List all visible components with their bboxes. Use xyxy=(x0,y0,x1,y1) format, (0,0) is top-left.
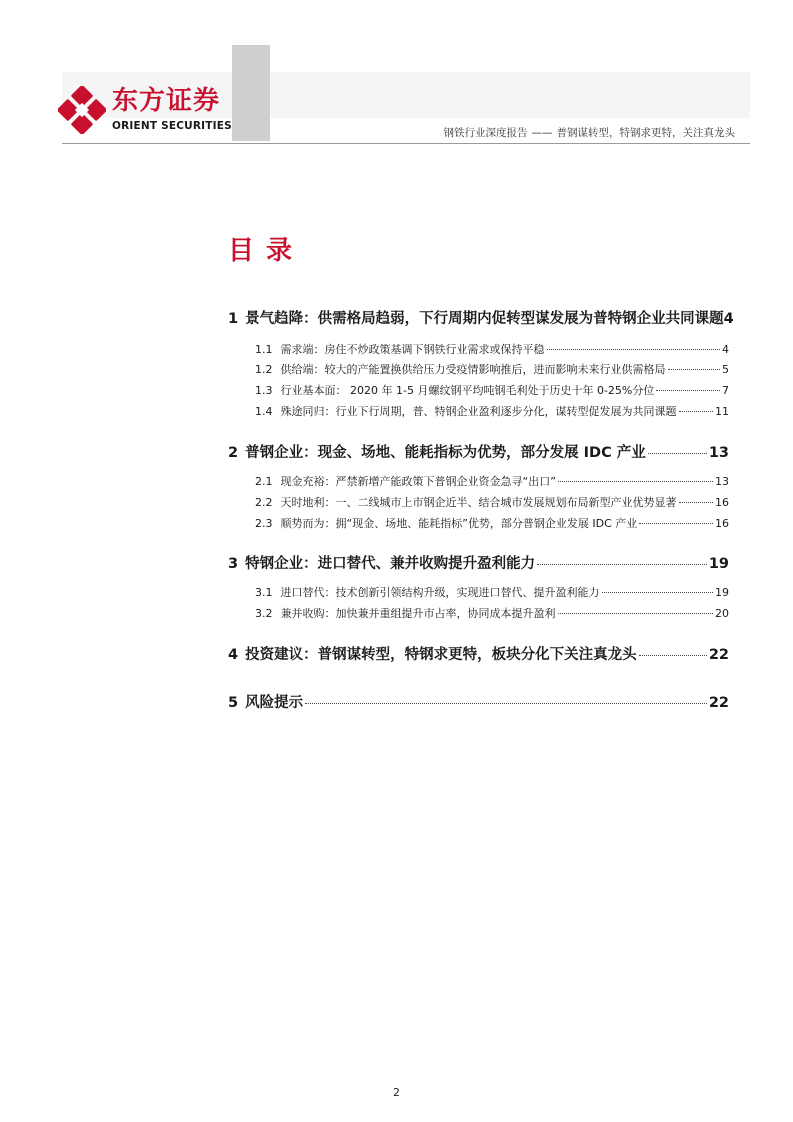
toc-entry-2[interactable] xyxy=(228,441,729,462)
toc-entry-2-2[interactable] xyxy=(255,494,729,510)
toc-entry-3-2[interactable] xyxy=(255,605,729,621)
toc-entry-1-2[interactable] xyxy=(255,361,729,377)
toc-dot-leader xyxy=(656,390,720,391)
toc-entry-title: 兼并收购：加快兼并重组提升市占率，协同成本提升盈利 xyxy=(280,607,556,620)
toc-dot-leader xyxy=(639,523,713,524)
toc-entry-title: 进口替代：技术创新引领结构升级，实现进口替代、提升盈利能力 xyxy=(280,586,600,599)
report-type: 钢铁行业深度报告 xyxy=(443,127,528,139)
toc-entry-title: 投资建议：普钢谋转型，特钢求更特，板块分化下关注真龙头 xyxy=(245,647,637,663)
orient-securities-logo-icon xyxy=(58,86,106,134)
toc-entry-page: 7 xyxy=(722,384,729,397)
toc-entry-title: 行业基本面： 2020 年 1-5 月螺纹钢平均吨钢毛利处于历史十年 0-25%分位 xyxy=(280,384,655,397)
toc-entry-page: 19 xyxy=(708,556,729,572)
toc-dot-leader xyxy=(547,349,721,350)
toc-entry-number: 2.2 xyxy=(255,496,273,509)
toc-entry-page: 22 xyxy=(708,647,729,663)
toc-entry-number: 2 xyxy=(228,445,239,461)
brand-name-en: ORIENT SECURITIES xyxy=(112,120,232,132)
report-title: 普钢谋转型，特钢求更特，关注真龙头 xyxy=(556,127,735,139)
toc-entry-title: 殊途同归：行业下行周期，普、特钢企业盈利逐步分化，谋转型促发展为共同课题 xyxy=(280,405,677,418)
toc-entry-number: 2.1 xyxy=(255,475,273,488)
toc-entry-number: 1.1 xyxy=(255,343,273,356)
toc-entry-number: 1.3 xyxy=(255,384,273,397)
toc-entry-page: 4 xyxy=(723,311,734,327)
toc-dot-leader xyxy=(602,592,714,593)
toc-entry-3[interactable] xyxy=(228,552,729,573)
header-rule xyxy=(62,143,750,144)
toc-dot-leader xyxy=(648,453,707,454)
toc-entry-page: 5 xyxy=(722,363,729,376)
toc-entry-2-3[interactable] xyxy=(255,515,729,531)
toc-entry-title: 现金充裕：严禁新增产能政策下普钢企业资金急寻“出口” xyxy=(280,475,556,488)
toc-entry-title: 天时地利：一、二线城市上市钢企近半、结合城市发展规划布局新型产业优势显著 xyxy=(280,496,677,509)
toc-entry-page: 16 xyxy=(715,496,729,509)
toc-entry-3-1[interactable] xyxy=(255,584,729,600)
toc-entry-title: 景气趋降：供需格局趋弱，下行周期内促转型谋发展为普特钢企业共同课题 xyxy=(245,311,724,327)
toc-entry-number: 2.3 xyxy=(255,517,273,530)
report-header xyxy=(444,125,736,140)
toc-dot-leader xyxy=(558,481,713,482)
toc-dot-leader xyxy=(639,655,707,656)
toc-entry-number: 4 xyxy=(228,647,239,663)
toc-dot-leader xyxy=(679,502,714,503)
toc-entry-title: 特钢企业：进口替代、兼并收购提升盈利能力 xyxy=(245,556,536,572)
toc-dot-leader xyxy=(558,613,714,614)
toc-entry-page: 20 xyxy=(715,607,729,620)
toc-dot-leader xyxy=(668,369,721,370)
toc-entry-page: 13 xyxy=(708,445,729,461)
toc-entry-number: 1 xyxy=(228,311,239,327)
toc-entry-1-1[interactable] xyxy=(255,341,729,357)
toc-entry-page: 22 xyxy=(708,695,729,711)
toc-entry-title: 风险提示 xyxy=(245,695,304,711)
toc-entry-page: 13 xyxy=(715,475,729,488)
toc-dot-leader xyxy=(305,703,707,704)
brand-name-cn: 东方证券 xyxy=(112,86,221,116)
toc-entry-4[interactable] xyxy=(228,643,729,664)
toc-entry-1-4[interactable] xyxy=(255,403,729,419)
toc-entry-page: 16 xyxy=(715,517,729,530)
toc-entry-title: 普钢企业：现金、场地、能耗指标为优势，部分发展 IDC 产业 xyxy=(245,445,646,461)
header-gray-bar xyxy=(232,45,270,141)
toc-entry-number: 3.2 xyxy=(255,607,273,620)
toc-dot-leader xyxy=(679,411,714,412)
toc-entry-1[interactable] xyxy=(228,307,734,328)
toc-entry-1-3[interactable] xyxy=(255,382,729,398)
toc-entry-5[interactable] xyxy=(228,691,729,712)
toc-entry-page: 11 xyxy=(715,405,729,418)
toc-entry-number: 3 xyxy=(228,556,239,572)
toc-entry-page: 4 xyxy=(722,343,729,356)
toc-entry-number: 5 xyxy=(228,695,239,711)
toc-title: 目录 xyxy=(228,236,305,266)
toc-entry-number: 1.4 xyxy=(255,405,273,418)
toc-entry-number: 1.2 xyxy=(255,363,273,376)
page-number: 2 xyxy=(393,1086,400,1099)
toc-entry-title: 供给端：较大的产能置换供给压力受疫情影响推后，进而影响未来行业供需格局 xyxy=(280,363,666,376)
toc-dot-leader xyxy=(537,564,707,565)
toc-entry-number: 3.1 xyxy=(255,586,273,599)
toc-entry-title: 顺势而为：拥“现金、场地、能耗指标”优势，部分普钢企业发展 IDC 产业 xyxy=(280,517,638,530)
toc-entry-2-1[interactable] xyxy=(255,473,729,489)
toc-entry-title: 需求端：房住不炒政策基调下钢铁行业需求或保持平稳 xyxy=(280,343,545,356)
header-separator: —— xyxy=(531,127,553,139)
toc-entry-page: 19 xyxy=(715,586,729,599)
